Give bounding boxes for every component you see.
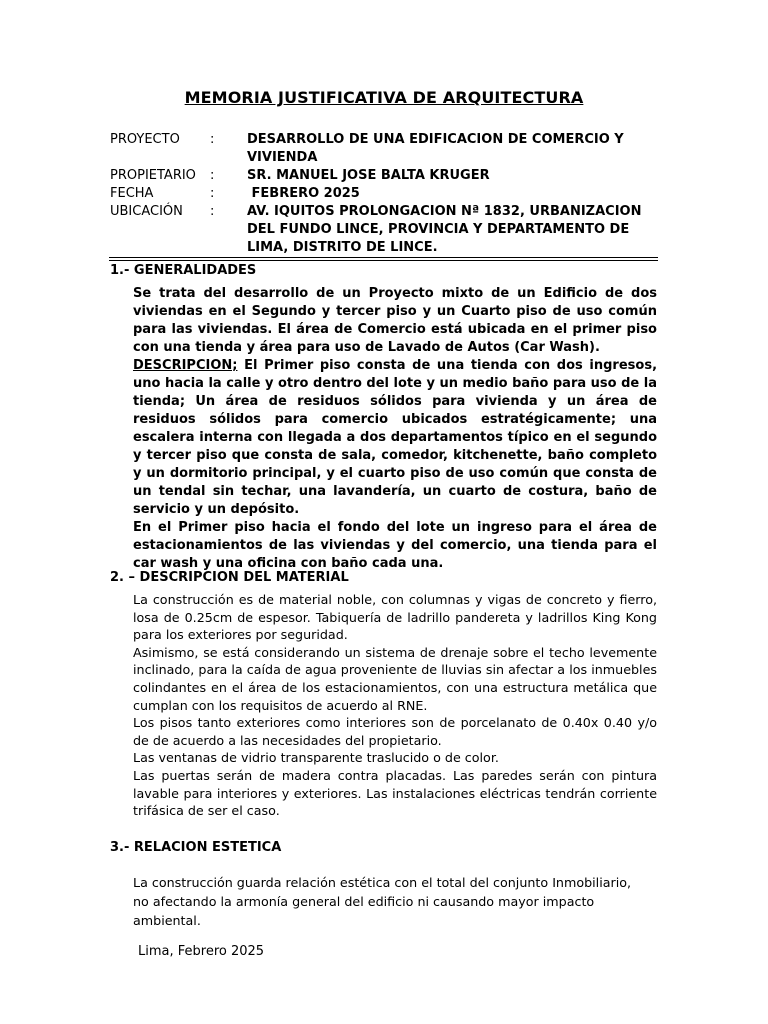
info-value: SR. MANUEL JOSE BALTA KRUGER <box>247 168 490 183</box>
section-heading-generalidades: 1.- GENERALIDADES <box>110 263 257 278</box>
info-label: PROPIETARIO <box>110 168 196 183</box>
paragraph: En el Primer piso hacia el fondo del lote un ingreso para el área de estacionamientos de las viviendas y del comercio, una tienda para el car wash y una oficina con baño cada una. <box>133 520 657 571</box>
section-body-generalidades <box>133 285 657 573</box>
section-body-descripcion-material <box>133 591 657 820</box>
info-value: AV. IQUITOS PROLONGACION Nª 1832, URBANIZACION DEL FUNDO LINCE, PROVINCIA Y DEPARTAMENTO DE LIMA, DISTRITO DE LINCE. <box>247 204 642 255</box>
paragraph: Las puertas serán de madera contra placadas. Las paredes serán con pintura lavable para interiores y exteriores. Las instalaciones eléctricas tendrán corriente trifásica de ser el caso. <box>133 767 657 819</box>
footer-place-date: Lima, Febrero 2025 <box>138 944 265 959</box>
info-value: DESARROLLO DE UNA EDIFICACION DE COMERCIO Y VIVIENDA <box>247 132 624 165</box>
paragraph: La construcción es de material noble, con columnas y vigas de concreto y fierro, losa de 0.25cm de espesor. Tabiquería de ladrillo pandereta y ladrillos King Kong para los exteriores por seguridad. <box>133 592 657 643</box>
descripcion-label: DESCRIPCION; <box>133 358 238 373</box>
info-label: FECHA <box>110 186 154 201</box>
paragraph: Asimismo, se está considerando un sistema de drenaje sobre el techo levemente inclinado, para la caída de agua proveniente de lluvias sin afectar a los inmuebles colindantes en el área de los estacionamientos, con una estructura metálica que cumplan con los requisitos de acuerdo al RNE. <box>133 644 657 713</box>
divider-rule <box>109 257 658 258</box>
info-colon: : <box>210 204 215 219</box>
info-colon: : <box>210 132 215 147</box>
section-heading-relacion-estetica: 3.- RELACION ESTETICA <box>110 840 282 855</box>
document-title: MEMORIA JUSTIFICATIVA DE ARQUITECTURA <box>184 88 584 107</box>
paragraph: Se trata del desarrollo de un Proyecto mixto de un Edificio de dos viviendas en el Segundo y tercer piso y un Cuarto piso de uso común para las viviendas. El área de Comercio está ubicada en el primer piso con una tienda y área para uso de Lavado de Autos (Car Wash). <box>133 286 657 355</box>
paragraph <box>133 357 657 519</box>
info-label: PROYECTO <box>110 132 180 147</box>
paragraph: Las ventanas de vidrio transparente traslucido o de color. <box>133 750 499 766</box>
info-colon: : <box>210 186 215 201</box>
paragraph: La construcción guarda relación estética con el total del conjunto Inmobiliario, no afectando la armonía general del edificio ni causando mayor impacto ambiental. <box>133 875 632 928</box>
info-colon: : <box>210 168 215 183</box>
divider-rule <box>109 260 658 261</box>
paragraph-text: El Primer piso consta de una tienda con dos ingresos, uno hacia la calle y otro dentro del lote y un medio baño para uso de la tienda; Un área de residuos sólidos para vivienda y un área de residuos sólidos para comercio ubicados estratégicamente; una escalera interna con llegada a dos departamentos típico en el segundo y tercer piso que consta de sala, comedor, kitchenette, baño completo y un dormitorio principal, y el cuarto piso de uso común que consta de un tendal sin techar, una lavandería, un cuarto de costura, baño de servicio y un depósito. <box>133 358 658 517</box>
section-body-relacion-estetica <box>133 873 647 930</box>
section-heading-descripcion-material: 2. – DESCRIPCION DEL MATERIAL <box>110 570 349 585</box>
info-value: FEBRERO 2025 <box>247 186 360 201</box>
info-label: UBICACIÓN <box>110 204 183 219</box>
paragraph: Los pisos tanto exteriores como interiores son de porcelanato de 0.40x 0.40 y/o de de acuerdo a las necesidades del propietario. <box>133 715 657 748</box>
